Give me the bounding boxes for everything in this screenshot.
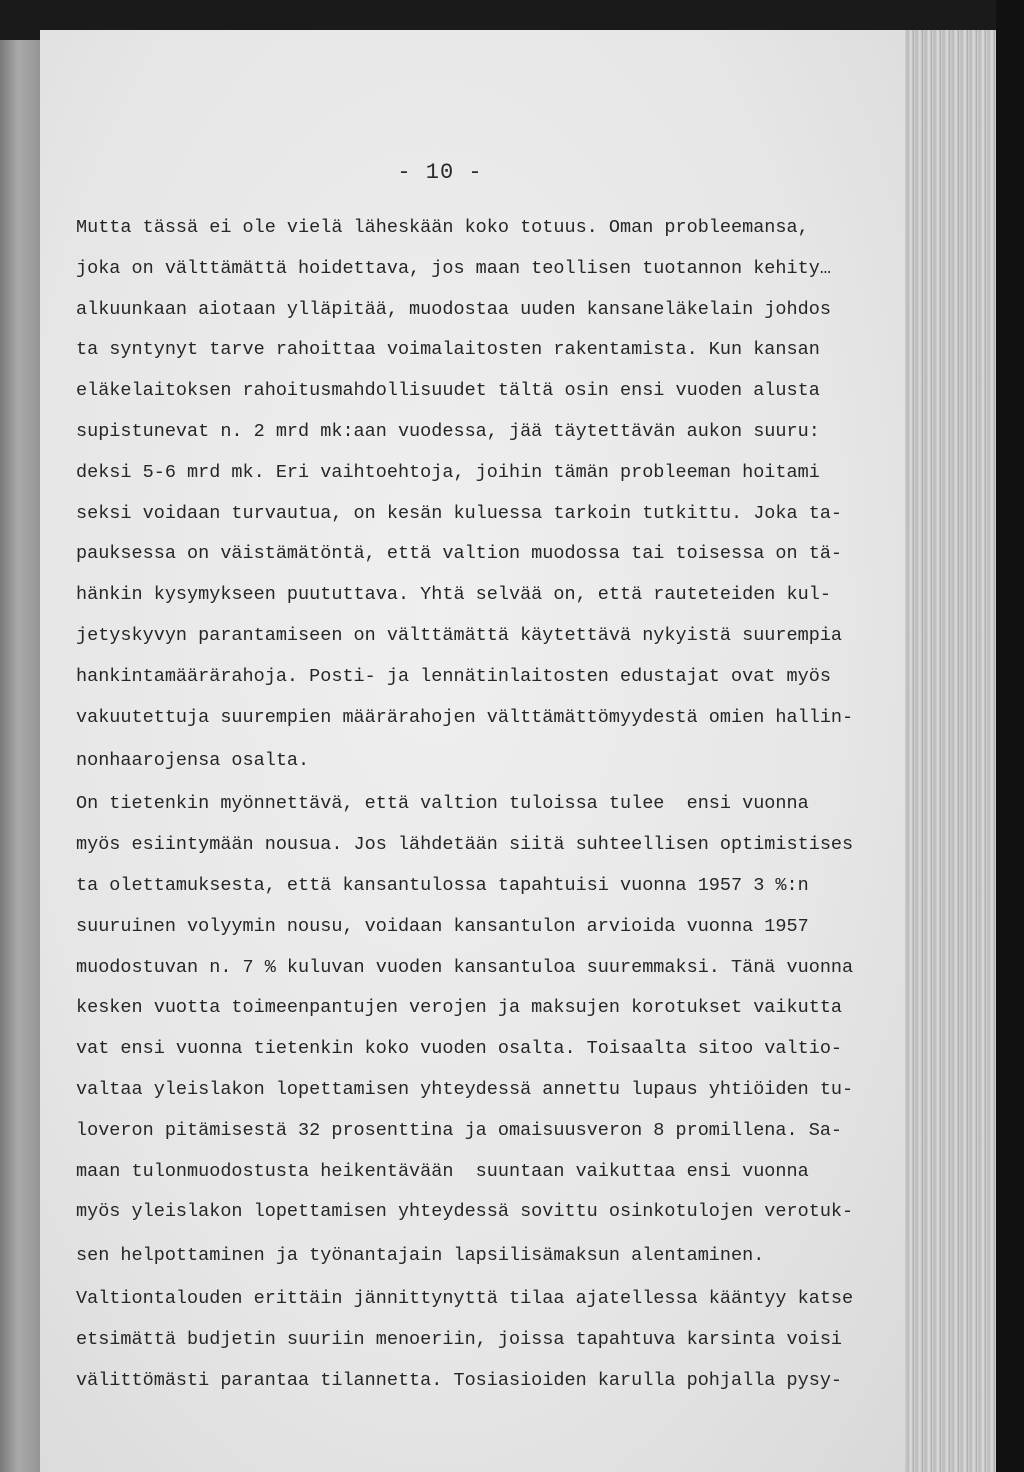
text-line: suuruinen volyymin nousu, voidaan kansantulon arvioida vuonna 1957 xyxy=(76,915,809,937)
text-line: hankintamäärärahoja. Posti- ja lennätinlaitosten edustajat ovat myös xyxy=(76,665,831,687)
paragraph xyxy=(76,1279,896,1401)
text-line: vakuutettuja suurempien määrärahojen välttämättömyydestä omien hallin- xyxy=(76,706,854,728)
text-line: eläkelaitoksen rahoitusmahdollisuudet tältä osin ensi vuoden alusta xyxy=(76,380,820,402)
text-line: seksi voidaan turvautua, on kesän kuluessa tarkoin tutkittu. Joka ta- xyxy=(76,502,843,524)
page-number: - 10 - xyxy=(397,160,483,185)
text-line: loveron pitämisestä 32 prosenttina ja omaisuusveron 8 promillena. Sa- xyxy=(76,1119,843,1141)
text-line: etsimättä budjetin suuriin menoeriin, joissa tapahtuva karsinta voisi xyxy=(76,1328,843,1350)
paragraph xyxy=(76,208,896,784)
typewritten-text xyxy=(76,208,896,1402)
text-line: pauksessa on väistämätöntä, että valtion muodossa tai toisessa on tä- xyxy=(76,543,843,565)
text-line: deksi 5-6 mrd mk. Eri vaihtoehtoja, joihin tämän probleeman hoitami xyxy=(76,461,820,483)
text-line: nonhaarojensa osalta. xyxy=(76,750,310,772)
text-line: välittömästi parantaa tilannetta. Tosiasioiden karulla pohjalla pysy- xyxy=(76,1369,843,1391)
text-line: vat ensi vuonna tietenkin koko vuoden osalta. Toisaalta sitoo valtio- xyxy=(76,1038,843,1060)
text-line: ta syntynyt tarve rahoittaa voimalaitosten rakentamista. Kun kansan xyxy=(76,339,820,361)
text-line: sen helpottaminen ja työnantajain lapsilisämaksun alentaminen. xyxy=(76,1245,765,1267)
text-line: valtaa yleislakon lopettamisen yhteydessä annettu lupaus yhtiöiden tu- xyxy=(76,1078,854,1100)
text-line: Valtiontalouden erittäin jännittynyttä tilaa ajatellessa kääntyy katse xyxy=(76,1288,854,1310)
text-line: myös yleislakon lopettamisen yhteydessä sovittu osinkotulojen verotuk- xyxy=(76,1201,854,1223)
text-line: On tietenkin myönnettävä, että valtion tuloissa tulee ensi vuonna xyxy=(76,793,809,815)
text-line: kesken vuotta toimeenpantujen verojen ja maksujen korotukset vaikutta xyxy=(76,997,843,1019)
text-line: supistunevat n. 2 mrd mk:aan vuodessa, jää täytettävän aukon suuru: xyxy=(76,420,820,442)
paragraph xyxy=(76,784,896,1279)
text-line: Mutta tässä ei ole vielä läheskään koko totuus. Oman probleemansa, xyxy=(76,217,809,238)
text-line: maan tulonmuodostusta heikentävään suuntaan vaikuttaa ensi vuonna xyxy=(76,1160,809,1182)
text-line: alkuunkaan aiotaan ylläpitää, muodostaa uuden kansaneläkelain johdos xyxy=(76,298,831,320)
page-stack-edge xyxy=(905,30,1000,1472)
text-line: jetyskyvyn parantamiseen on välttämättä käytettävä nykyistä suurempia xyxy=(76,624,843,646)
text-line: hänkin kysymykseen puututtava. Yhtä selvää on, että rauteteiden kul- xyxy=(76,584,831,606)
text-line: myös esiintymään nousua. Jos lähdetään siitä suhteellisen optimistises xyxy=(76,834,854,856)
text-line: muodostuvan n. 7 % kuluvan vuoden kansantuloa suuremmaksi. Tänä vuonna xyxy=(76,956,854,978)
text-line: joka on välttämättä hoidettava, jos maan teollisen tuotannon kehity… xyxy=(76,257,831,279)
text-line: ta olettamuksesta, että kansantulossa tapahtuisi vuonna 1957 3 %:n xyxy=(76,874,809,896)
scan-border xyxy=(996,0,1024,1472)
